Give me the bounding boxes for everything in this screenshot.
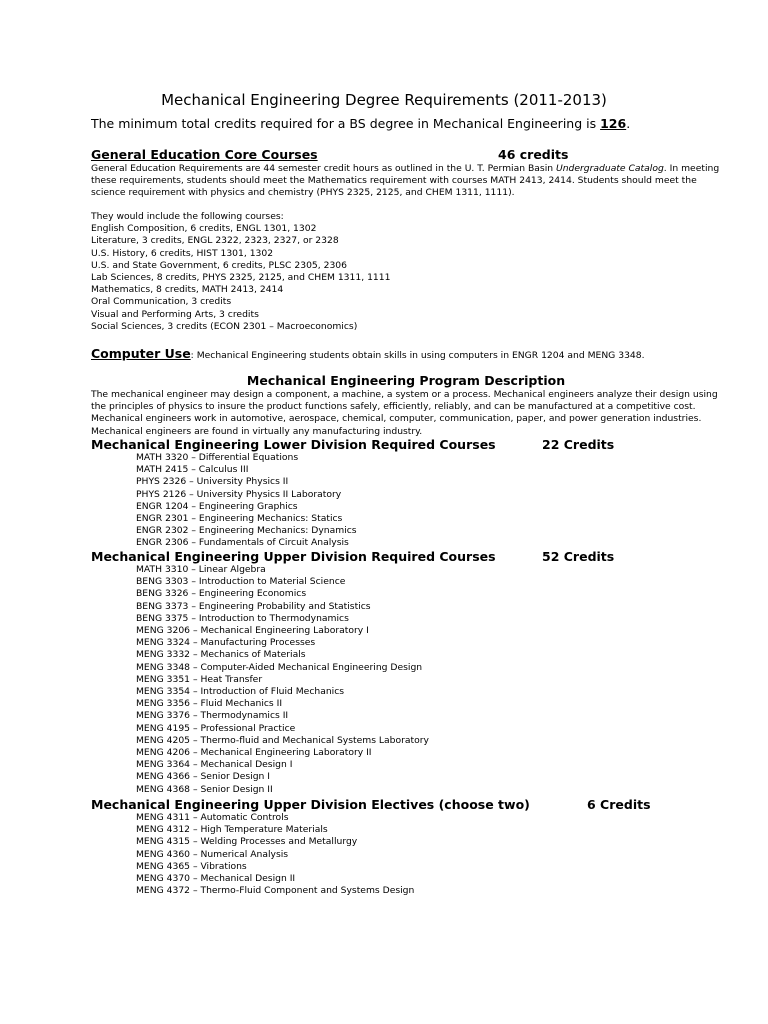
- gen-ed-para-part2: . In meeting these requirements, students should meet the Mathematics requirement with courses MATH 2413, 2414. Students should meet the science requirement with physics and chemistry (PHYS 2325, 2125, and CHEM 1311, 1111).: [91, 163, 720, 199]
- program-description-heading: Mechanical Engineering Program Description: [246, 373, 566, 388]
- intro-line: [91, 115, 630, 133]
- list-item: PHYS 2126 – University Physics II Laboratory: [136, 488, 342, 500]
- upper-division-credits: 52 Credits: [542, 549, 615, 564]
- list-item: MENG 4360 – Numerical Analysis: [136, 848, 289, 860]
- gen-ed-heading: General Education Core Courses: [91, 147, 318, 162]
- list-item: MENG 3376 – Thermodynamics II: [136, 710, 289, 722]
- list-item: MENG 4315 – Welding Processes and Metallurgy: [136, 836, 358, 848]
- list-item: MATH 3310 – Linear Algebra: [136, 564, 266, 575]
- gen-ed-credits: 46 credits: [498, 147, 569, 162]
- list-item: Social Sciences, 3 credits (ECON 2301 – Macroeconomics): [91, 320, 358, 332]
- computer-use-label: Computer Use: [91, 346, 191, 361]
- list-item: MENG 4365 – Vibrations: [136, 860, 247, 872]
- list-item: ENGR 1204 – Engineering Graphics: [136, 500, 298, 512]
- lower-division-course-list: [136, 452, 357, 550]
- catalog-title: Undergraduate Catalog: [556, 163, 664, 174]
- list-item: BENG 3375 – Introduction to Thermodynamics: [136, 612, 349, 624]
- intro-text: The minimum total credits required for a BS degree in Mechanical Engineering is: [91, 116, 601, 131]
- list-item: ENGR 2306 – Fundamentals of Circuit Analysis: [136, 537, 349, 549]
- list-item: MENG 3354 – Introduction of Fluid Mechanics: [136, 686, 345, 698]
- list-item: PHYS 2326 – University Physics II: [136, 476, 289, 488]
- list-item: MENG 3332 – Mechanics of Materials: [136, 649, 306, 661]
- list-item: U.S. and State Government, 6 credits, PLSC 2305, 2306: [91, 259, 347, 271]
- intro-period: .: [626, 116, 631, 131]
- list-item: BENG 3326 – Engineering Economics: [136, 588, 307, 600]
- list-item: MENG 4206 – Mechanical Engineering Laboratory II: [136, 747, 372, 759]
- computer-use-text: : Mechanical Engineering students obtain skills in using computers in ENGR 1204 and MENG 3348.: [190, 350, 645, 361]
- total-credits: 126: [600, 116, 627, 131]
- list-item: MENG 4311 – Automatic Controls: [136, 812, 289, 823]
- list-item: MENG 3356 – Fluid Mechanics II: [136, 698, 283, 710]
- list-item: MENG 4205 – Thermo-fluid and Mechanical Systems Laboratory: [136, 734, 429, 746]
- upper-division-course-list: [136, 564, 429, 796]
- electives-credits: 6 Credits: [587, 797, 651, 812]
- computer-use-paragraph: [91, 348, 731, 362]
- list-item: BENG 3373 – Engineering Probability and Statistics: [136, 600, 371, 612]
- list-item: MENG 3348 – Computer-Aided Mechanical Engineering Design: [136, 661, 423, 673]
- list-item: MENG 4370 – Mechanical Design II: [136, 873, 296, 885]
- list-item: ENGR 2301 – Engineering Mechanics: Statics: [136, 513, 343, 525]
- list-item: Literature, 3 credits, ENGL 2322, 2323, 2327, or 2328: [91, 235, 339, 247]
- list-item: MATH 3320 – Differential Equations: [136, 452, 299, 463]
- list-item: BENG 3303 – Introduction to Material Science: [136, 576, 346, 588]
- gen-ed-intro-line: They would include the following courses:: [91, 211, 284, 222]
- list-item: MATH 2415 – Calculus III: [136, 464, 249, 476]
- electives-heading: Mechanical Engineering Upper Division Electives (choose two): [91, 797, 530, 812]
- list-item: MENG 3364 – Mechanical Design I: [136, 759, 293, 771]
- list-item: Mathematics, 8 credits, MATH 2413, 2414: [91, 284, 284, 296]
- gen-ed-para-part1: General Education Requirements are 44 semester credit hours as outlined in the U. T. Permian Basin: [91, 163, 556, 174]
- lower-division-credits: 22 Credits: [542, 437, 615, 452]
- list-item: MENG 4195 – Professional Practice: [136, 722, 296, 734]
- list-item: MENG 3324 – Manufacturing Processes: [136, 637, 316, 649]
- list-item: Visual and Performing Arts, 3 credits: [91, 308, 259, 320]
- upper-division-heading: Mechanical Engineering Upper Division Required Courses: [91, 549, 496, 564]
- list-item: U.S. History, 6 credits, HIST 1301, 1302: [91, 247, 274, 259]
- gen-ed-course-list: [91, 211, 390, 333]
- program-description-text: The mechanical engineer may design a component, a machine, a system or a process. Mechanical engineers analyze their design using the principles of physics to insure the product functions safely, efficiently, reliably, and can be manufactured at a competitive cost. Mechanical engineers work in automotive, aerospace, chemical, computer, communication, paper, and power generation industries. Mechanical engineers are found in virtually any manufacturing industry.: [91, 389, 718, 437]
- list-item: Oral Communication, 3 credits: [91, 296, 232, 308]
- gen-ed-paragraph: [91, 163, 731, 200]
- list-item: English Composition, 6 credits, ENGL 1301, 1302: [91, 223, 317, 235]
- list-item: Lab Sciences, 8 credits, PHYS 2325, 2125, and CHEM 1311, 1111: [91, 272, 391, 284]
- list-item: MENG 4312 – High Temperature Materials: [136, 824, 328, 836]
- page-title: Mechanical Engineering Degree Requirements (2011-2013): [161, 91, 607, 109]
- list-item: MENG 3351 – Heat Transfer: [136, 673, 263, 685]
- list-item: MENG 4372 – Thermo-Fluid Component and Systems Design: [136, 885, 415, 897]
- lower-division-heading: Mechanical Engineering Lower Division Required Courses: [91, 437, 496, 452]
- list-item: MENG 3206 – Mechanical Engineering Laboratory I: [136, 625, 369, 637]
- electives-course-list: [136, 812, 414, 897]
- list-item: MENG 4366 – Senior Design I: [136, 771, 270, 783]
- list-item: MENG 4368 – Senior Design II: [136, 783, 273, 795]
- list-item: ENGR 2302 – Engineering Mechanics: Dynamics: [136, 525, 357, 537]
